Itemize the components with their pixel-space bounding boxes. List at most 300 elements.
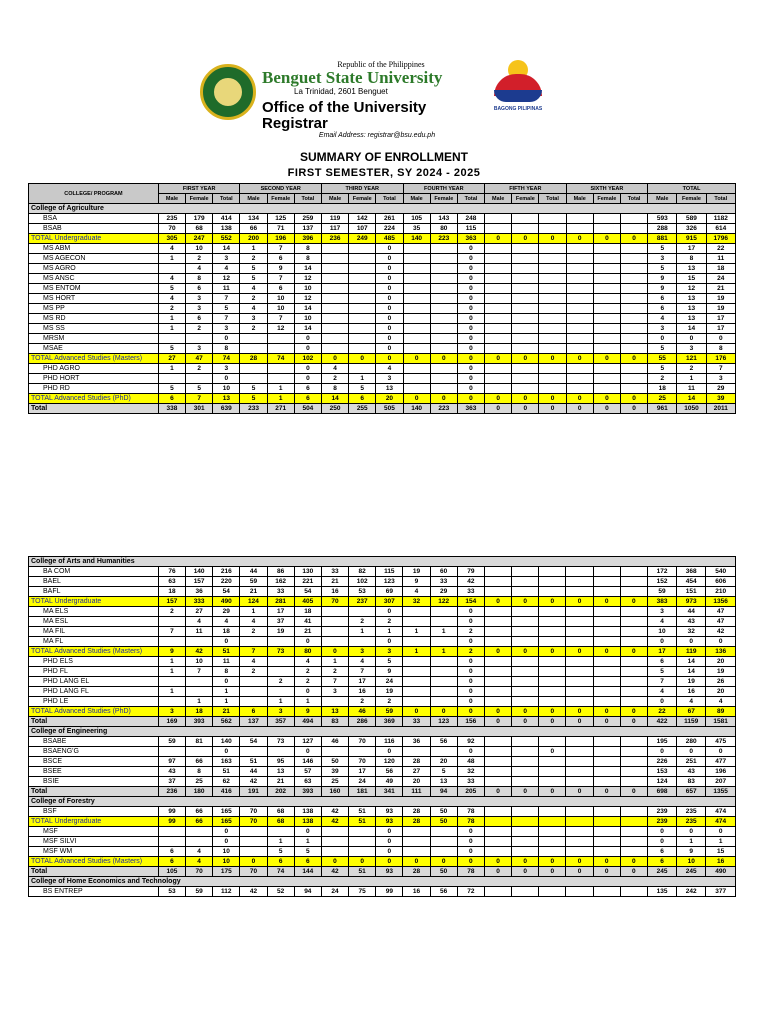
count-cell [593,827,620,837]
count-cell: 3 [186,294,213,304]
count-cell [484,587,511,597]
count-cell: 0 [512,404,539,414]
count-cell: 490 [706,867,736,877]
count-cell [512,294,539,304]
count-cell: 5 [648,344,677,354]
program-name: TOTAL Advanced Studies (PhD) [29,707,159,717]
count-cell: 74 [267,867,294,877]
count-cell: 2 [186,254,213,264]
count-cell [566,264,593,274]
count-cell [593,697,620,707]
count-cell [186,837,213,847]
subtotal-row [29,354,736,364]
count-cell [539,344,566,354]
count-cell: 20 [430,757,457,767]
count-cell [512,374,539,384]
count-cell [566,384,593,394]
count-cell: 137 [294,224,321,234]
count-cell [620,807,647,817]
count-cell: 0 [593,394,620,404]
program-name: PHD ELS [29,657,159,667]
count-cell: 0 [620,597,647,607]
count-cell [240,334,267,344]
count-cell: 137 [240,717,267,727]
count-cell: 68 [186,224,213,234]
count-cell [240,847,267,857]
count-cell: 24 [706,274,735,284]
count-cell: 46 [349,707,376,717]
count-cell [539,254,566,264]
count-cell [566,847,593,857]
gender-column-header: Male [403,194,430,204]
count-cell: 2 [321,374,348,384]
count-cell: 59 [186,887,213,897]
count-cell: 179 [186,214,213,224]
count-cell [321,334,348,344]
count-cell: 0 [403,394,430,404]
count-cell [593,214,620,224]
count-cell: 54 [240,737,267,747]
count-cell [403,274,430,284]
count-cell [620,617,647,627]
count-cell: 7 [240,647,267,657]
count-cell: 5 [376,657,403,667]
count-cell [158,374,185,384]
count-cell: 0 [349,354,376,364]
program-row [29,304,736,314]
count-cell: 0 [457,637,484,647]
count-cell: 207 [706,777,736,787]
count-cell: 973 [677,597,706,607]
program-row [29,827,736,837]
program-name: PHD LANG FL [29,687,159,697]
count-cell [349,607,376,617]
count-cell [620,587,647,597]
count-cell: 377 [706,887,736,897]
program-row [29,567,736,577]
count-cell: 2 [648,374,677,384]
count-cell [539,657,566,667]
count-cell [485,324,512,334]
gender-column-header: Female [186,194,213,204]
count-cell: 39 [321,767,348,777]
count-cell: 8 [706,344,735,354]
count-cell: 7 [267,314,294,324]
count-cell [186,827,213,837]
count-cell: 0 [677,747,706,757]
program-row [29,384,736,394]
count-cell [186,687,213,697]
program-name: MA FIL [29,627,159,637]
count-cell: 2 [294,677,321,687]
count-cell [430,687,457,697]
count-cell: 143 [430,214,457,224]
count-cell: 0 [294,334,321,344]
count-cell: 8 [186,767,213,777]
count-cell: 119 [677,647,706,657]
count-cell: 42 [240,887,267,897]
count-cell [349,304,376,314]
gender-column-header: Female [593,194,620,204]
count-cell: 16 [677,687,706,697]
count-cell: 37 [158,777,185,787]
count-cell: 0 [376,264,403,274]
count-cell: 202 [267,787,294,797]
count-cell [403,324,430,334]
count-cell: 0 [376,274,403,284]
program-name: PHD HORT [29,374,159,384]
count-cell [512,364,539,374]
count-cell: 42 [706,627,736,637]
university-seal-icon [200,64,256,120]
count-cell: 20 [403,777,430,787]
year-column-header: FOURTH YEAR [403,184,485,194]
count-cell: 123 [430,717,457,727]
college-row [29,877,736,887]
count-cell: 0 [512,857,539,867]
count-cell [267,687,294,697]
count-cell [349,254,376,264]
count-cell: 83 [321,717,348,727]
count-cell [158,677,185,687]
count-cell: 122 [430,597,457,607]
subtotal-row [29,857,736,867]
program-row [29,587,736,597]
count-cell: 0 [376,827,403,837]
count-cell [539,827,566,837]
count-cell: 97 [158,757,185,767]
count-cell: 1 [321,657,348,667]
count-cell [484,847,511,857]
count-cell [430,677,457,687]
count-cell [267,657,294,667]
count-cell: 165 [213,807,240,817]
count-cell: 3 [186,344,213,354]
program-row [29,807,736,817]
count-cell [593,374,620,384]
program-row [29,274,736,284]
count-cell [566,777,593,787]
count-cell: 9 [677,847,706,857]
subtotal-row [29,647,736,657]
count-cell: 0 [213,637,240,647]
count-cell: 0 [512,867,539,877]
count-cell: 5 [267,847,294,857]
count-cell [566,577,593,587]
count-cell [430,637,457,647]
count-cell [430,304,457,314]
count-cell: 0 [593,717,620,727]
count-cell: 0 [539,354,566,364]
count-cell [620,687,647,697]
count-cell: 393 [294,787,321,797]
count-cell [539,274,566,284]
program-row [29,837,736,847]
count-cell: 8 [294,254,321,264]
count-cell: 3 [648,324,677,334]
count-cell: 205 [457,787,484,797]
count-cell [512,577,539,587]
count-cell: 4 [294,657,321,667]
count-cell: 271 [267,404,294,414]
count-cell: 0 [620,647,647,657]
program-name: BA COM [29,567,159,577]
count-cell: 454 [677,577,706,587]
count-cell [620,274,647,284]
count-cell: 12 [294,274,321,284]
count-cell: 123 [376,577,403,587]
count-cell: 7 [349,667,376,677]
count-cell [485,364,512,374]
count-cell: 176 [706,354,735,364]
count-cell [539,214,566,224]
count-cell [403,364,430,374]
count-cell: 42 [321,807,348,817]
count-cell [539,567,566,577]
gender-column-header: Male [648,194,677,204]
count-cell: 5 [430,767,457,777]
count-cell: 540 [706,567,736,577]
count-cell: 4 [213,617,240,627]
count-cell: 7 [267,244,294,254]
count-cell: 0 [620,867,647,877]
count-cell [349,314,376,324]
count-cell [321,284,348,294]
count-cell: 0 [213,747,240,757]
count-cell: 961 [648,404,677,414]
count-cell [267,667,294,677]
count-cell: 0 [430,707,457,717]
count-cell: 1 [430,647,457,657]
count-cell [512,587,539,597]
count-cell: 0 [457,364,484,374]
count-cell [512,837,539,847]
count-cell: 68 [267,807,294,817]
count-cell: 0 [566,787,593,797]
count-cell: 474 [706,817,736,827]
count-cell: 11 [677,384,706,394]
count-cell [321,697,348,707]
count-cell [512,767,539,777]
program-row [29,667,736,677]
count-cell: 19 [706,667,736,677]
count-cell: 0 [593,354,620,364]
count-cell [620,637,647,647]
count-cell [240,374,267,384]
count-cell [349,294,376,304]
count-cell: 6 [294,857,321,867]
count-cell: 1 [158,667,185,677]
count-cell [430,837,457,847]
count-cell [620,607,647,617]
count-cell: 60 [430,567,457,577]
count-cell: 301 [186,404,213,414]
count-cell: 6 [267,284,294,294]
count-cell [484,567,511,577]
count-cell: 181 [349,787,376,797]
count-cell: 3 [213,254,240,264]
count-cell: 0 [294,637,321,647]
count-cell: 4 [186,617,213,627]
count-cell: 0 [539,747,566,757]
count-cell: 5 [186,384,213,394]
count-cell [566,304,593,314]
count-cell [403,667,430,677]
count-cell: 169 [158,717,185,727]
count-cell [484,677,511,687]
count-cell: 6 [186,284,213,294]
count-cell: 220 [213,577,240,587]
count-cell: 33 [321,567,348,577]
count-cell: 393 [186,717,213,727]
count-cell: 251 [677,757,706,767]
count-cell [158,837,185,847]
year-header-row [29,184,736,194]
gender-column-header: Female [512,194,539,204]
count-cell: 29 [430,587,457,597]
program-row [29,887,736,897]
count-cell: 75 [349,887,376,897]
count-cell: 9 [267,264,294,274]
count-cell: 7 [647,677,676,687]
count-cell: 28 [240,354,267,364]
count-cell [484,817,511,827]
count-cell: 0 [485,394,512,404]
count-cell: 94 [430,787,457,797]
count-cell [349,274,376,284]
count-cell [403,657,430,667]
count-cell: 505 [376,404,403,414]
count-cell [430,617,457,627]
count-cell [186,374,213,384]
count-cell: 72 [457,887,484,897]
count-cell: 281 [267,597,294,607]
program-name: MS ANSC [29,274,159,284]
year-column-header: FIRST YEAR [158,184,240,194]
program-name: MS ABM [29,244,159,254]
count-cell [566,607,593,617]
count-cell: 236 [158,787,185,797]
count-cell [321,627,348,637]
count-cell: 0 [484,717,511,727]
count-cell: 18 [186,707,213,717]
page-subtitle: FIRST SEMESTER, SY 2024 - 2025 [287,167,481,179]
count-cell: 368 [677,567,706,577]
count-cell: 50 [321,757,348,767]
count-cell: 0 [376,747,403,757]
count-cell [321,264,348,274]
count-cell: 4 [376,364,403,374]
count-cell [186,334,213,344]
program-row [29,607,736,617]
year-column-header: FIFTH YEAR [485,184,567,194]
count-cell: 562 [213,717,240,727]
program-row [29,344,736,354]
page-title: SUMMARY OF ENROLLMENT [300,150,468,164]
count-cell: 0 [706,334,735,344]
college-name: College of Agriculture [29,204,736,214]
count-cell: 50 [430,867,457,877]
count-cell [593,344,620,354]
gender-column-header: Male [485,194,512,204]
count-cell: 0 [376,344,403,354]
count-cell: 2 [240,324,267,334]
count-cell: 2 [321,667,348,677]
count-cell [566,224,593,234]
count-cell: 236 [321,234,348,244]
college-row [29,727,736,737]
program-name: BSA [29,214,159,224]
count-cell: 16 [706,857,736,867]
count-cell: 0 [647,827,676,837]
count-cell: 0 [403,707,430,717]
count-cell: 27 [403,767,430,777]
count-cell: 0 [485,234,512,244]
count-cell [539,627,566,637]
count-cell: 1355 [706,787,736,797]
count-cell: 0 [213,827,240,837]
count-cell: 7 [158,627,185,637]
count-cell: 0 [512,234,539,244]
count-cell [566,837,593,847]
count-cell [484,737,511,747]
count-cell: 0 [457,244,484,254]
count-cell [593,577,620,587]
count-cell: 13 [376,384,403,394]
count-cell: 120 [376,757,403,767]
gender-column-header: Total [213,194,240,204]
count-cell [593,817,620,827]
count-cell [240,697,267,707]
program-name: MS ENTOM [29,284,159,294]
count-cell: 0 [620,394,647,404]
count-cell: 4 [240,284,267,294]
count-cell: 0 [294,747,321,757]
count-cell [539,807,566,817]
count-cell: 80 [430,224,457,234]
program-row [29,374,736,384]
count-cell [593,294,620,304]
count-cell: 0 [539,647,566,657]
program-row [29,657,736,667]
count-cell [485,374,512,384]
count-cell: 162 [267,577,294,587]
count-cell: 154 [457,597,484,607]
count-cell: 0 [376,294,403,304]
count-cell: 248 [457,214,484,224]
count-cell: 47 [706,607,736,617]
count-cell: 0 [512,707,539,717]
count-cell [593,677,620,687]
count-cell: 20 [706,657,736,667]
count-cell [512,777,539,787]
count-cell: 11 [186,627,213,637]
count-cell: 156 [457,717,484,727]
count-cell: 0 [620,787,647,797]
count-cell: 0 [566,707,593,717]
count-cell [484,577,511,587]
count-cell: 1 [158,324,185,334]
count-cell: 2 [677,364,706,374]
count-cell: 3 [677,344,706,354]
count-cell: 44 [240,567,267,577]
count-cell: 0 [566,647,593,657]
count-cell: 0 [706,637,736,647]
count-cell: 74 [267,354,294,364]
count-cell: 50 [430,817,457,827]
count-cell [321,324,348,334]
count-cell: 54 [294,587,321,597]
